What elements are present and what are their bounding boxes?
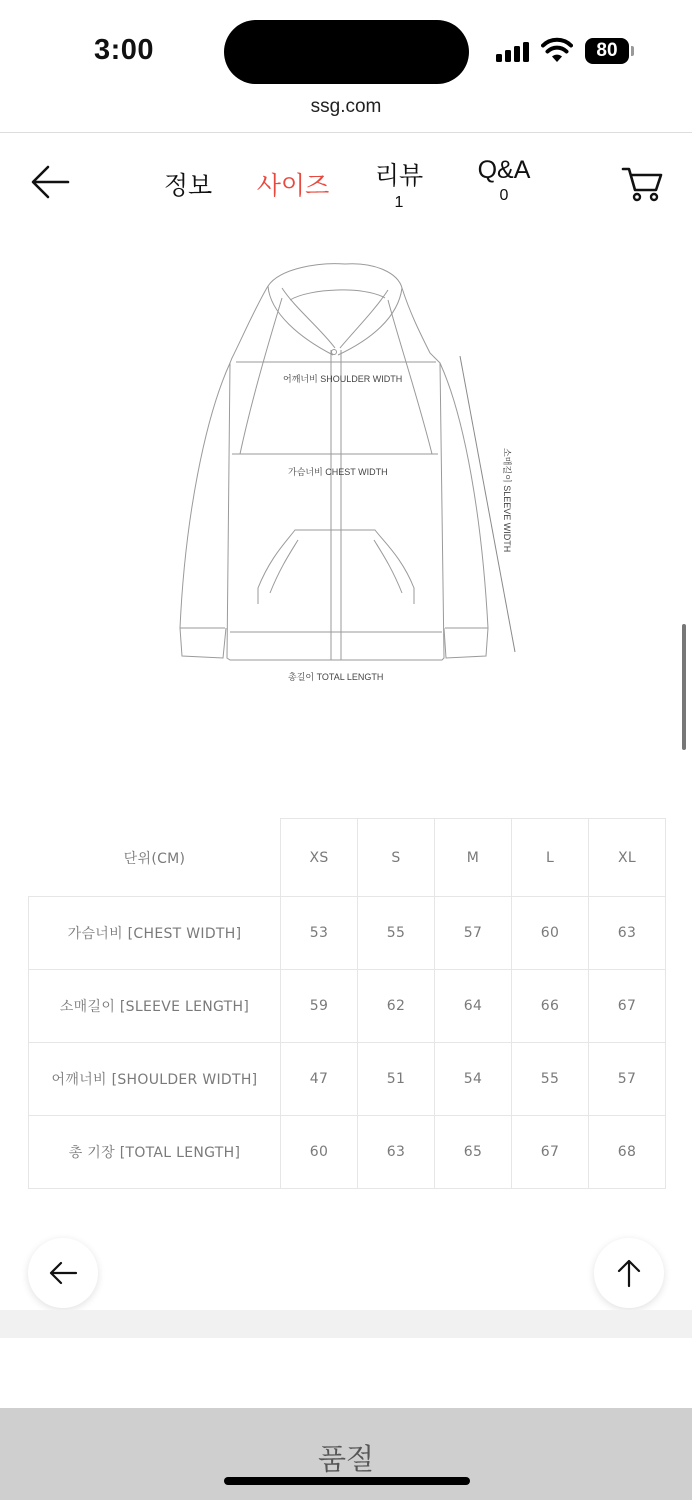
hoodie-size-diagram [170,258,530,698]
diagram-shoulder-label: 어깨너비 SHOULDER WIDTH [283,374,403,384]
url-bar[interactable]: ssg.com [310,96,382,117]
diagram-sleeve-label: 소매길이 SLEEVE WIDTH [502,448,512,553]
arrow-up-icon [616,1258,642,1288]
table-cell: 68 [589,1116,666,1189]
tab-info-label: 정보 [163,171,213,200]
table-cell: 64 [435,970,512,1043]
table-cell: 59 [281,970,358,1043]
back-arrow-icon[interactable] [28,162,72,202]
status-time: 3:00 [94,34,155,66]
size-table [28,818,666,1189]
table-cell: 54 [435,1043,512,1116]
table-cell: 60 [512,897,589,970]
size-header: XS [281,819,358,897]
table-cell: 57 [435,897,512,970]
tab-info[interactable] [162,166,214,202]
home-indicator[interactable] [224,1477,470,1485]
size-header: L [512,819,589,897]
tab-qa-label: Q&A [477,156,531,184]
table-cell: 63 [358,1116,435,1189]
table-cell: 67 [589,970,666,1043]
table-cell: 57 [589,1043,666,1116]
table-cell: 55 [512,1043,589,1116]
floating-back-button[interactable] [28,1238,98,1308]
table-cell: 47 [281,1043,358,1116]
tab-review-label: 리뷰 [374,161,424,190]
table-row [29,897,666,970]
table-cell: 67 [512,1116,589,1189]
tab-size[interactable] [256,166,330,202]
dynamic-island [224,20,469,84]
tab-size-label: 사이즈 [256,171,330,200]
table-cell: 55 [358,897,435,970]
table-cell: 62 [358,970,435,1043]
battery-indicator: 80 [585,38,629,64]
divider [0,132,692,133]
tab-review[interactable] [370,156,428,212]
scrollbar[interactable] [682,624,686,750]
diagram-total-label: 총길이 TOTAL LENGTH [288,672,384,682]
tab-qa[interactable] [472,156,536,205]
row-label: 가슴너비 [CHEST WIDTH] [29,897,281,970]
wifi-icon [541,37,573,63]
tab-review-count: 1 [394,194,404,211]
unit-header: 단위(CM) [29,819,281,897]
diagram-chest-label: 가슴너비 CHEST WIDTH [288,467,388,477]
row-label: 소매길이 [SLEEVE LENGTH] [29,970,281,1043]
table-cell: 66 [512,970,589,1043]
table-row [29,970,666,1043]
cart-icon[interactable] [620,162,664,204]
tab-qa-count: 0 [499,187,509,204]
row-label: 어깨너비 [SHOULDER WIDTH] [29,1043,281,1116]
section-divider [0,1310,692,1338]
table-cell: 65 [435,1116,512,1189]
size-header: M [435,819,512,897]
size-header: XL [589,819,666,897]
table-cell: 53 [281,897,358,970]
battery-nub [631,46,634,56]
sold-out-label: 품절 [317,1442,375,1476]
cellular-signal-icon [496,42,530,62]
table-row [29,1043,666,1116]
status-bar [0,0,692,92]
table-cell: 60 [281,1116,358,1189]
row-label: 총 기장 [TOTAL LENGTH] [29,1116,281,1189]
scroll-to-top-button[interactable] [594,1238,664,1308]
back-arrow-icon [48,1260,78,1286]
table-row [29,1116,666,1189]
table-cell: 51 [358,1043,435,1116]
table-header-row [29,819,666,897]
size-header: S [358,819,435,897]
table-cell: 63 [589,897,666,970]
